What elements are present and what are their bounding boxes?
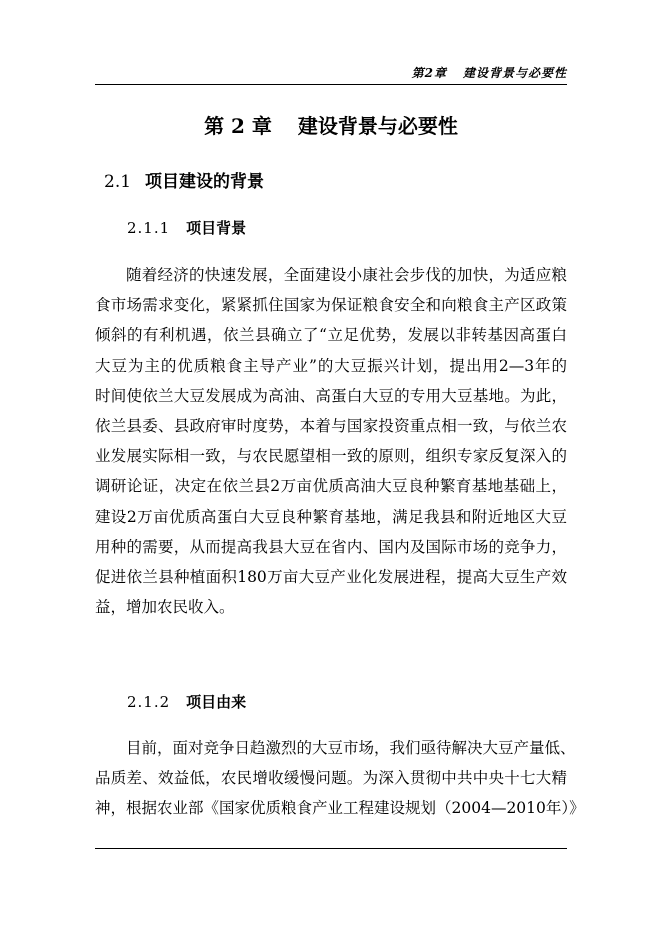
paragraph-background xyxy=(95,260,567,622)
paragraph-line: 促进依兰县种植面积180万亩大豆产业化发展进程，提高大豆生产效 xyxy=(95,567,567,586)
paragraph-line: 随着经济的快速发展，全面建设小康社会步伐的加快，为适应粮 xyxy=(126,266,567,284)
section-heading xyxy=(104,167,264,192)
running-header xyxy=(95,58,567,85)
paragraph-origin xyxy=(95,733,585,824)
subsection-number: 2.1.1 xyxy=(127,219,171,237)
subsection-heading-origin xyxy=(127,691,246,712)
subsection-heading-background xyxy=(127,217,246,238)
subsection-number: 2.1.2 xyxy=(127,693,171,711)
paragraph-line: 业发展实际相一致，与农民愿望相一致的原则，组织专家反复深入的 xyxy=(95,447,567,466)
paragraph-line: 调研论证，决定在依兰县2万亩优质高油大豆良种繁育基地基础上， xyxy=(95,477,567,496)
footer-rule xyxy=(95,848,567,849)
paragraph-line: 时间使依兰大豆发展成为高油、高蛋白大豆的专用大豆基地。为此， xyxy=(95,386,567,405)
paragraph-line: 倾斜的有利机遇，依兰县确立了“立足优势，发展以非转基因高蛋白 xyxy=(95,326,567,345)
chapter-title xyxy=(95,110,567,139)
paragraph-line: 大豆为主的优质粮食主导产业”的大豆振兴计划，提出用2—3年的 xyxy=(95,356,567,375)
paragraph-line: 品质差、效益低，农民增收缓慢问题。为深入贯彻中共中央十七大精 xyxy=(95,769,567,788)
paragraph-line: 益，增加农民收入。 xyxy=(95,598,235,617)
chapter-title-text: 建设背景与必要性 xyxy=(297,114,458,138)
section-title: 项目建设的背景 xyxy=(145,172,265,192)
chapter-number: 第 2 章 xyxy=(204,114,272,138)
paragraph-line: 建设2万亩优质高蛋白大豆良种繁育基地，满足我县和附近地区大豆 xyxy=(95,507,567,526)
running-header-text xyxy=(412,64,567,81)
paragraph-line: 用种的需要，从而提高我县大豆在省内、国内及国际市场的竞争力， xyxy=(95,537,567,556)
running-header-chapter: 第2章 xyxy=(411,66,447,80)
section-number: 2.1 xyxy=(104,172,132,192)
paragraph-line: 依兰县委、县政府审时度势，本着与国家投资重点相一致，与依兰农 xyxy=(95,416,567,435)
paragraph-line: 目前，面对竞争日趋激烈的大豆市场，我们亟待解决大豆产量低、 xyxy=(126,739,576,757)
subsection-title: 项目由来 xyxy=(186,693,247,711)
subsection-title: 项目背景 xyxy=(186,219,247,237)
running-header-title: 建设背景与必要性 xyxy=(462,66,567,80)
paragraph-line: 食市场需求变化，紧紧抓住国家为保证粮食安全和向粮食主产区政策 xyxy=(95,296,567,315)
paragraph-line: 神，根据农业部《国家优质粮食产业工程建设规划（2004—2010年）》 xyxy=(95,799,585,818)
